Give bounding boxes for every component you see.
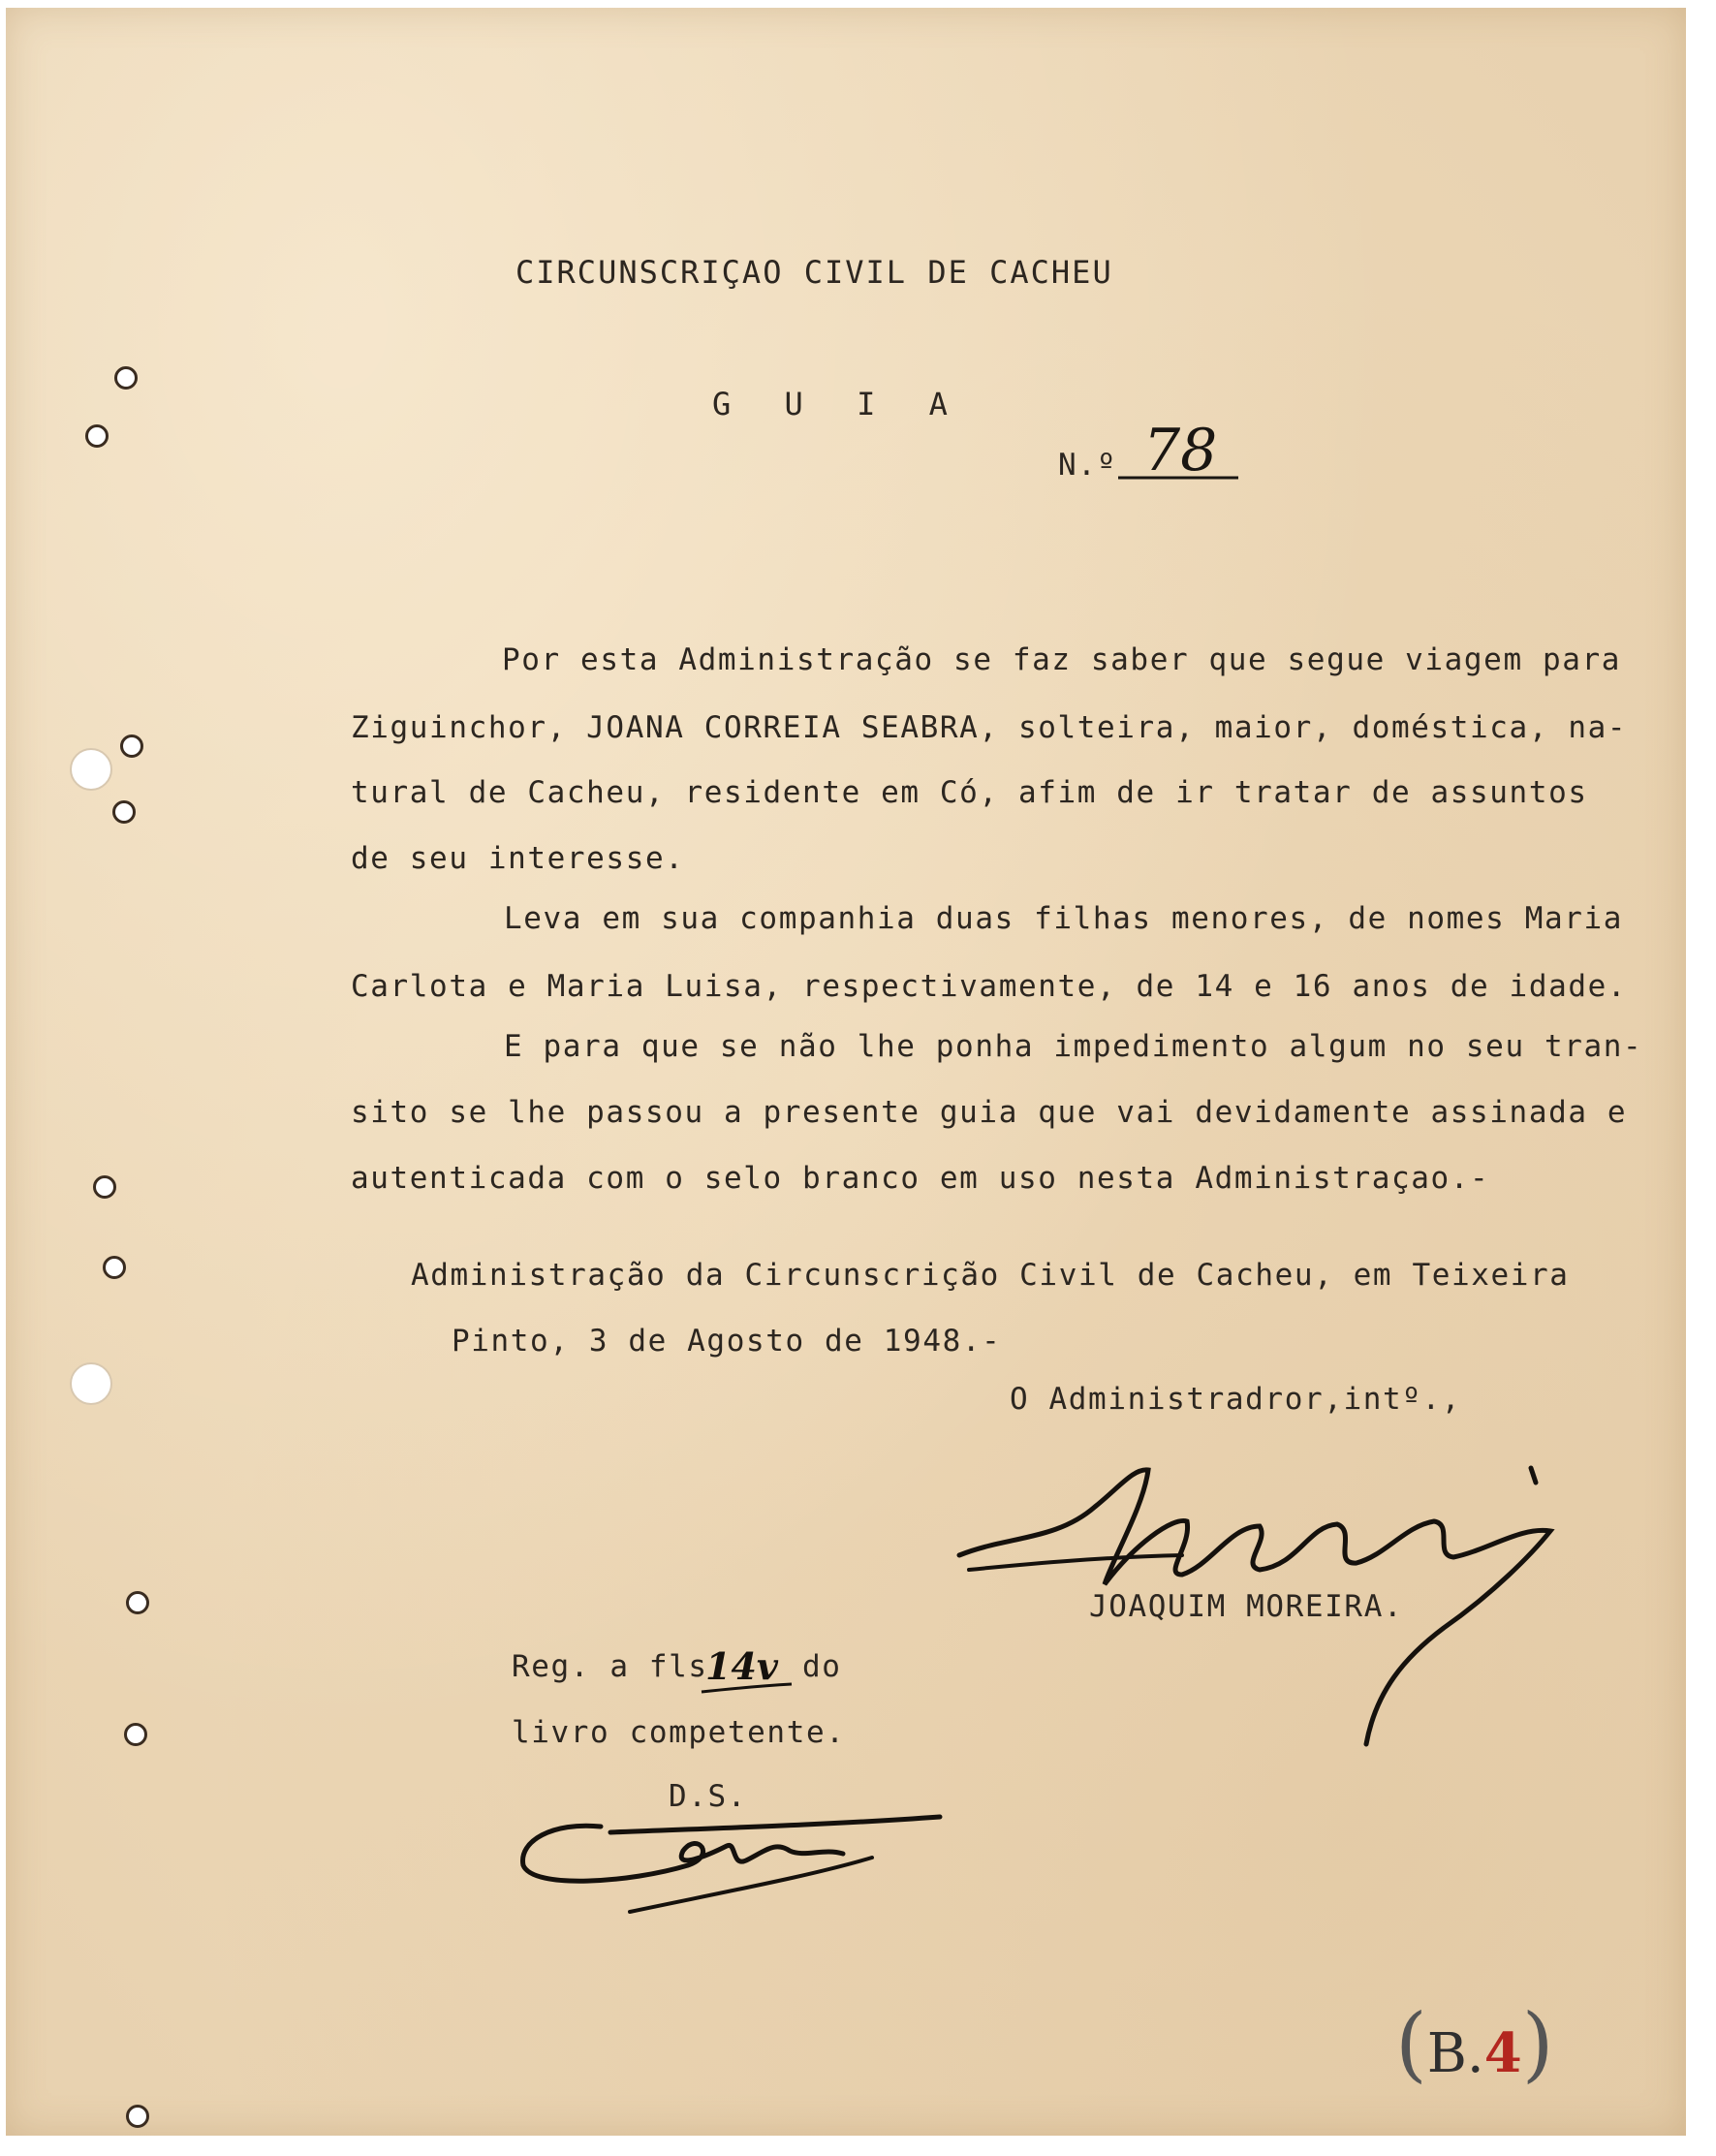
punch-hole	[126, 2105, 149, 2128]
body-line: Leva em sua companhia duas filhas menores, de nomes Maria	[504, 901, 1624, 936]
punch-hole	[85, 424, 109, 448]
punch-hole	[120, 734, 143, 758]
punch-hole	[126, 1591, 149, 1614]
body-line: E para que se não lhe ponha impedimento algum no seu tran-	[504, 1029, 1643, 1064]
dateline-date: Pinto, 3 de Agosto de 1948.-	[452, 1324, 1002, 1359]
body-line: de seu interesse.	[351, 841, 685, 876]
registrar-signature	[514, 1797, 950, 1923]
body-line: Por esta Administração se faz saber que segue viagem para	[502, 642, 1622, 677]
svg-text:78: 78	[1143, 417, 1218, 484]
svg-text:14v: 14v	[705, 1644, 778, 1688]
body-line: Ziguinchor, JOANA CORREIA SEABRA, solteira, maior, doméstica, na-	[351, 710, 1628, 745]
body-line: Carlota e Maria Luisa, respectivamente, de 14 e 16 anos de idade.	[351, 969, 1628, 1004]
archive-mark-prefix: B.	[1426, 2022, 1484, 2085]
punch-hole	[70, 748, 112, 791]
registry-suffix: do	[802, 1649, 842, 1684]
archive-mark: (B.4)	[1395, 1996, 1554, 2091]
registry-initials: D.S.	[669, 1779, 748, 1814]
punch-hole	[103, 1256, 126, 1279]
body-line: autenticada com o selo branco em uso nesta Administraçao.-	[351, 1161, 1490, 1196]
number-label: N.º	[1058, 448, 1117, 483]
signatory-name: JOAQUIM MOREIRA.	[1089, 1589, 1404, 1624]
body-line: sito se lhe passou a presente guia que vai devidamente assinada e	[351, 1095, 1628, 1130]
punch-hole	[93, 1175, 116, 1199]
registry-prefix: Reg. a fls	[512, 1649, 708, 1684]
registry-page-handwritten	[700, 1636, 796, 1703]
body-line: tural de Cacheu, residente em Có, afim de ir tratar de assuntos	[351, 775, 1588, 810]
punch-hole	[70, 1362, 112, 1405]
punch-hole	[124, 1723, 147, 1746]
office-heading: CIRCUNSCRIÇAO CIVIL DE CACHEU	[515, 254, 1113, 291]
punch-hole	[112, 800, 136, 824]
archive-mark-number: 4	[1483, 2021, 1522, 2085]
document-type-title: G U I A	[712, 386, 965, 422]
registry-book: livro competente.	[512, 1715, 846, 1750]
handwritten-number	[1114, 412, 1240, 484]
signatory-title: O Administradror,intº.,	[1010, 1382, 1462, 1417]
dateline-place: Administração da Circunscrição Civil de Cacheu, em Teixeira	[411, 1258, 1570, 1293]
punch-hole	[114, 366, 138, 390]
